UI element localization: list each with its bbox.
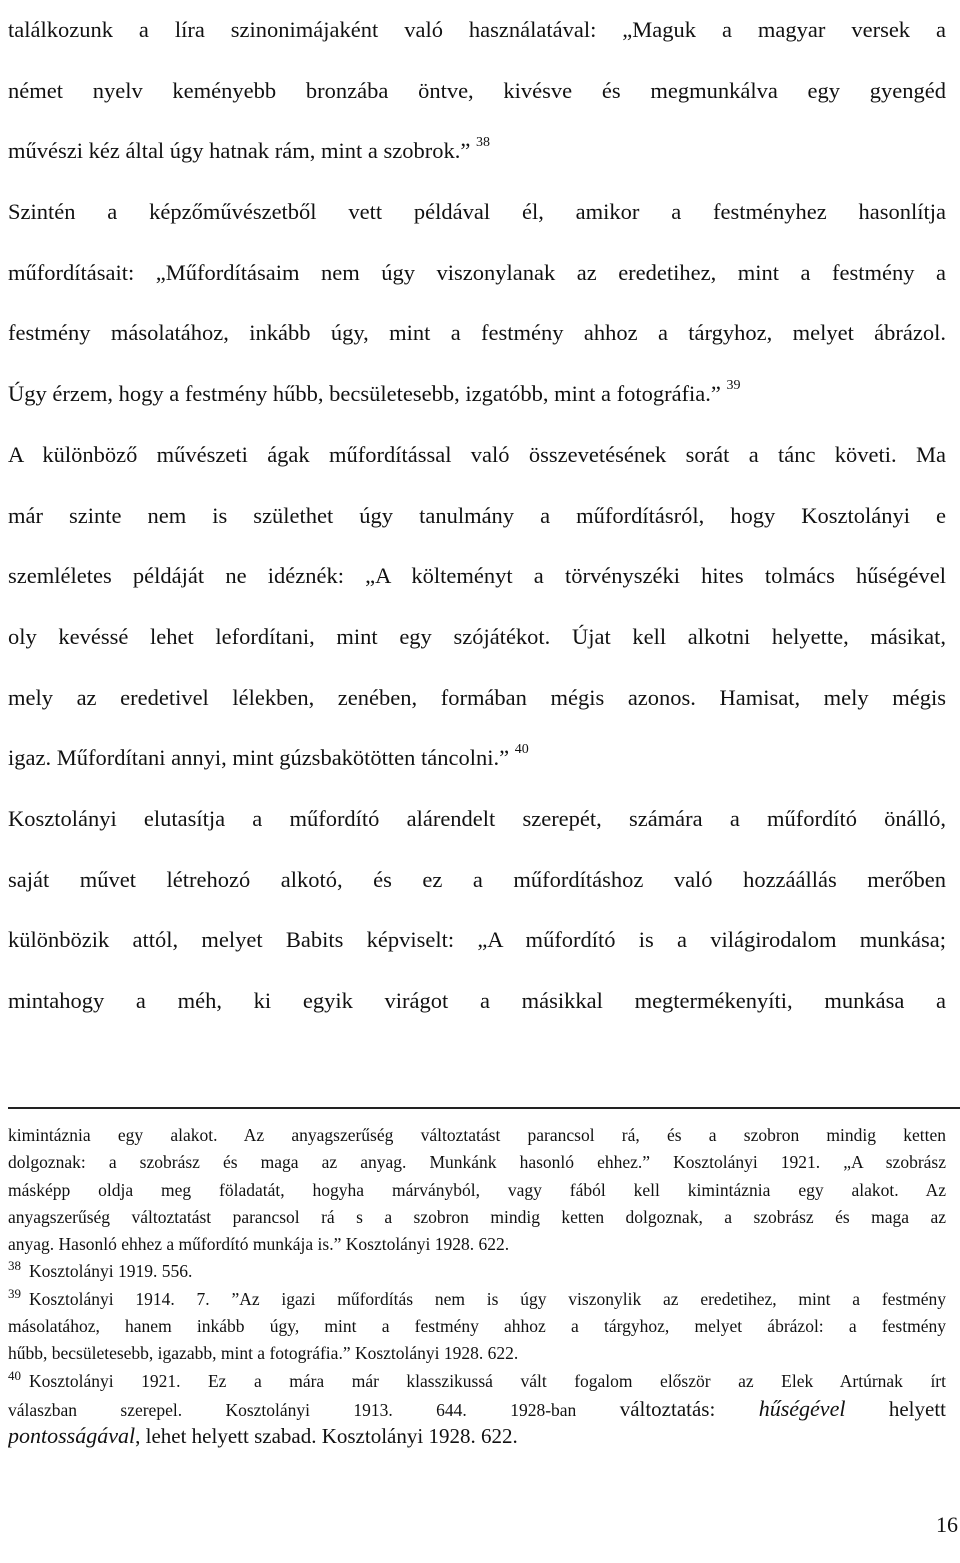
footnote-text: változtatás: [619, 1396, 716, 1421]
footnote-39 [8, 1286, 946, 1313]
footnote-line [8, 1395, 946, 1422]
body-line [8, 728, 946, 789]
body-line: már szinte nem is születhet úgy tanulmány a műfordításról, hogy Kosztolányi e [8, 502, 946, 528]
body-line: festmény másolatához, inkább úgy, mint a festmény ahhoz a tárgyhoz, melyet ábrázol. [8, 320, 946, 346]
body-line-text: Úgy érzem, hogy a festmény hűbb, becsületesebb, izgatóbb, mint a fotográfia.” [8, 381, 721, 407]
body-line: különbözik attól, melyet Babits képviselt: „A műfordító is a világirodalom munkása; [8, 927, 946, 953]
footnote-38-text: Kosztolányi 1919. 556. [29, 1261, 193, 1282]
footnote-ref-38[interactable]: 38 [475, 135, 490, 151]
footnote-emphasis: pontosságával [8, 1423, 136, 1449]
footnote-text: , lehet helyett szabad. Kosztolányi 1928. 622. [135, 1424, 518, 1449]
footnote-40 [8, 1368, 946, 1395]
body-line [8, 121, 946, 182]
footnote-39-text: Kosztolányi 1914. 7. ”Az igazi műfordítás nem is úgy viszonylik az eredetihez, mint a festmény [29, 1288, 946, 1309]
footnote-ref-40[interactable]: 40 [514, 742, 529, 758]
footnotes [8, 1122, 946, 1450]
footnote-line: anyag. Hasonló ehhez a műfordító munkája is.” Kosztolányi 1928. 622. [8, 1234, 510, 1255]
footnote-line: másolatához, hanem inkább úgy, mint a festmény ahhoz a tárgyhoz, melyet ábrázol: a festmény [8, 1316, 946, 1337]
body-line: Szintén a képzőművészetből vett példával él, amikor a festményhez hasonlítja [8, 199, 946, 225]
body-text [8, 0, 946, 1032]
body-line: A különböző művészeti ágak műfordítással való összevetésének sorát a tánc követi. Ma [8, 441, 946, 467]
footnote-text: válaszban szerepel. Kosztolányi 1913. 644. 1928-ban [8, 1399, 577, 1420]
footnote-separator [8, 1107, 960, 1109]
footnote-line: másképp oldja meg föladatát, hogyha márványból, vagy fából kell kimintáznia egy alakot. Az [8, 1179, 946, 1200]
footnote-40-mark: 40 [8, 1367, 21, 1383]
footnote-emphasis: hűségével [758, 1395, 846, 1421]
footnote-38 [8, 1258, 946, 1285]
body-line: mintahogy a méh, ki egyik virágot a másikkal megtermékenyíti, munkása a [8, 988, 946, 1013]
page-number: 16 [936, 1512, 958, 1537]
body-line: német nyelv keményebb bronzába öntve, kivésve és megmunkálva egy gyengéd [8, 77, 946, 103]
body-line-text: művészi kéz által úgy hatnak rám, mint a szobrok.” [8, 138, 471, 164]
footnote-line: hűbb, becsületesebb, igazabb, mint a fotográfia.” Kosztolányi 1928. 622. [8, 1343, 519, 1364]
body-line: találkozunk a líra szinonimájaként való használatával: „Maguk a magyar versek a [8, 17, 946, 42]
footnote-text: helyett [888, 1396, 946, 1421]
footnote-38-mark: 38 [8, 1258, 21, 1274]
body-line: oly kevéssé lehet lefordítani, mint egy szójátékot. Újat kell alkotni helyette, másikat, [8, 623, 946, 649]
body-line: szemléletes példáját ne idéznék: „A költeményt a törvényszéki hites tolmács hűségével [8, 563, 946, 589]
body-line: műfordításait: „Műfordításaim nem úgy viszonylanak az eredetihez, mint a festmény a [8, 259, 946, 285]
footnote-39-mark: 39 [8, 1285, 21, 1301]
footnote-ref-39[interactable]: 39 [726, 378, 741, 394]
footnote-line [8, 1422, 946, 1449]
footnote-line: dolgoznak: a szobrász és maga az anyag. Munkánk hasonló ehhez.” Kosztolányi 1921. „A szobrász [8, 1152, 946, 1173]
footnote-line: anyagszerűség változtatást parancsol rá s a szobron mindig ketten dolgoznak, a szobrász és maga az [8, 1206, 946, 1227]
body-line: Kosztolányi elutasítja a műfordító alárendelt szerepét, számára a műfordító önálló, [8, 805, 946, 831]
body-line: mely az eredetivel lélekben, zenében, formában mégis azonos. Hamisat, mely mégis [8, 684, 946, 710]
body-line-text: igaz. Műfordítani annyi, mint gúzsbakötötten táncolni.” [8, 745, 510, 771]
footnote-line: kimintáznia egy alakot. Az anyagszerűség változtatást parancsol rá, és a szobron mindig ketten [8, 1125, 946, 1145]
footnote-40-text: Kosztolányi 1921. Ez a mára már klasszikussá vált fogalom először az Elek Artúrnak írt [29, 1370, 946, 1391]
body-line: saját művet létrehozó alkotó, és ez a műfordításhoz való hozzáállás merőben [8, 866, 946, 892]
body-line [8, 364, 946, 425]
